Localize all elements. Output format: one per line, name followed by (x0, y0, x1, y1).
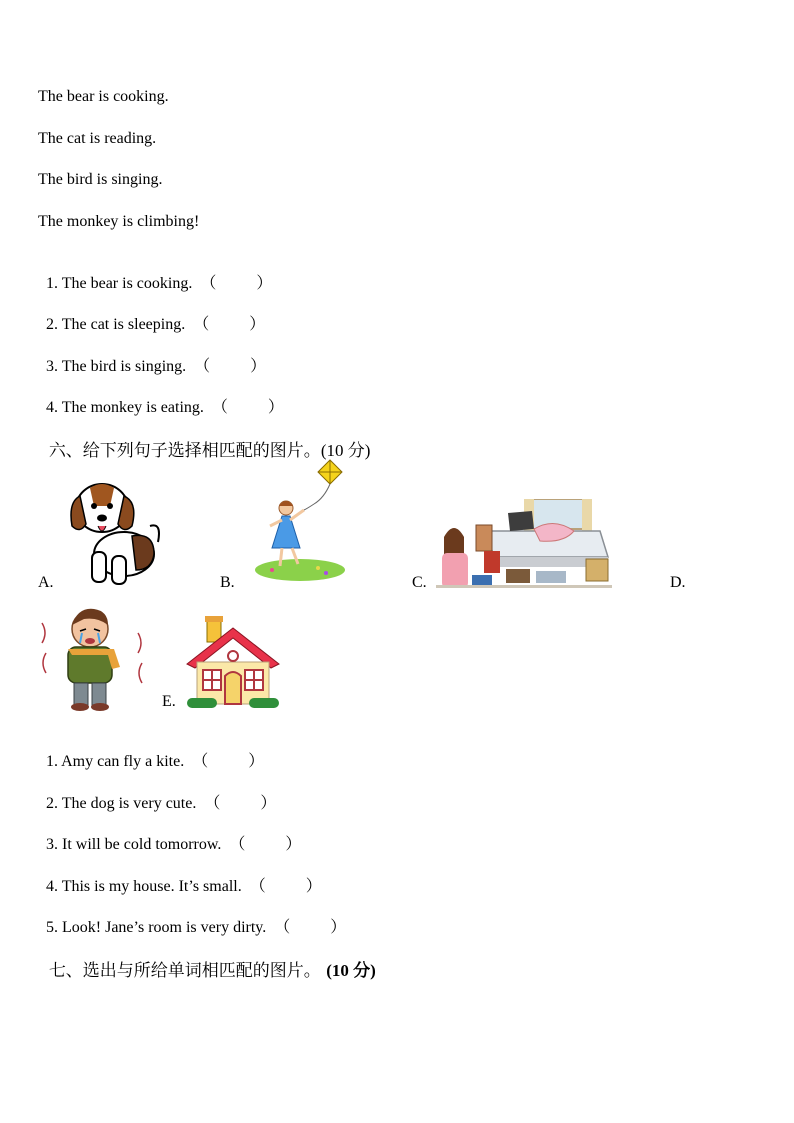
match-item (38, 857, 322, 897)
intro-sentence: The bird is singing. (38, 171, 163, 188)
answer-blank[interactable]: （ ） (200, 275, 273, 292)
answer-blank[interactable]: （ ） (274, 919, 347, 936)
section-title: 六、给下列句子选择相匹配的图片。 (48, 441, 321, 461)
section-points: (10 分) (320, 441, 371, 460)
answer-blank[interactable]: （ ） (193, 316, 266, 333)
answer-blank[interactable]: （ ） (211, 399, 284, 416)
section-title: 七、选出与所给单词相匹配的图片。 (48, 961, 321, 981)
match-item (38, 774, 276, 814)
option-label-c: C. (412, 574, 427, 591)
house-picture (185, 614, 281, 709)
judge-item (38, 295, 265, 335)
section-points: (10 分) (326, 961, 376, 980)
answer-blank[interactable]: （ ） (204, 795, 277, 812)
answer-blank[interactable]: （ ） (229, 836, 302, 853)
match-item (38, 732, 264, 772)
dog-picture (62, 474, 162, 588)
match-item-text: 5. Look! Jane’s room is very dirty. (46, 919, 267, 936)
messy-room-picture (436, 499, 612, 588)
intro-sentence: The monkey is climbing! (38, 213, 200, 230)
intro-sentence: The cat is reading. (38, 130, 157, 147)
match-item-text: 3. It will be cold tomorrow. (46, 836, 222, 853)
judge-item-text: 3. The bird is singing. (46, 358, 187, 375)
judge-item (38, 254, 272, 294)
option-label-d: D. (670, 574, 686, 591)
cold-boy-picture (38, 603, 148, 711)
answer-blank[interactable]: （ ） (192, 753, 265, 770)
intro-sentence: The bear is cooking. (38, 88, 169, 105)
kite-girl-picture (252, 458, 348, 584)
judge-item-text: 1. The bear is cooking. (46, 275, 193, 292)
option-label-e: E. (162, 693, 176, 710)
match-item (38, 815, 301, 855)
answer-blank[interactable]: （ ） (249, 878, 322, 895)
judge-item (38, 337, 266, 377)
section-seven-heading (38, 938, 376, 982)
section-six-heading (38, 418, 370, 462)
match-item (38, 898, 346, 938)
judge-item-text: 2. The cat is sleeping. (46, 316, 186, 333)
match-item-text: 2. The dog is very cute. (46, 795, 197, 812)
option-label-a: A. (38, 574, 54, 591)
judge-item (38, 378, 284, 418)
match-item-text: 4. This is my house. It’s small. (46, 878, 242, 895)
answer-blank[interactable]: （ ） (194, 358, 267, 375)
match-item-text: 1. Amy can fly a kite. (46, 753, 185, 770)
judge-item-text: 4. The monkey is eating. (46, 399, 204, 416)
option-label-b: B. (220, 574, 235, 591)
